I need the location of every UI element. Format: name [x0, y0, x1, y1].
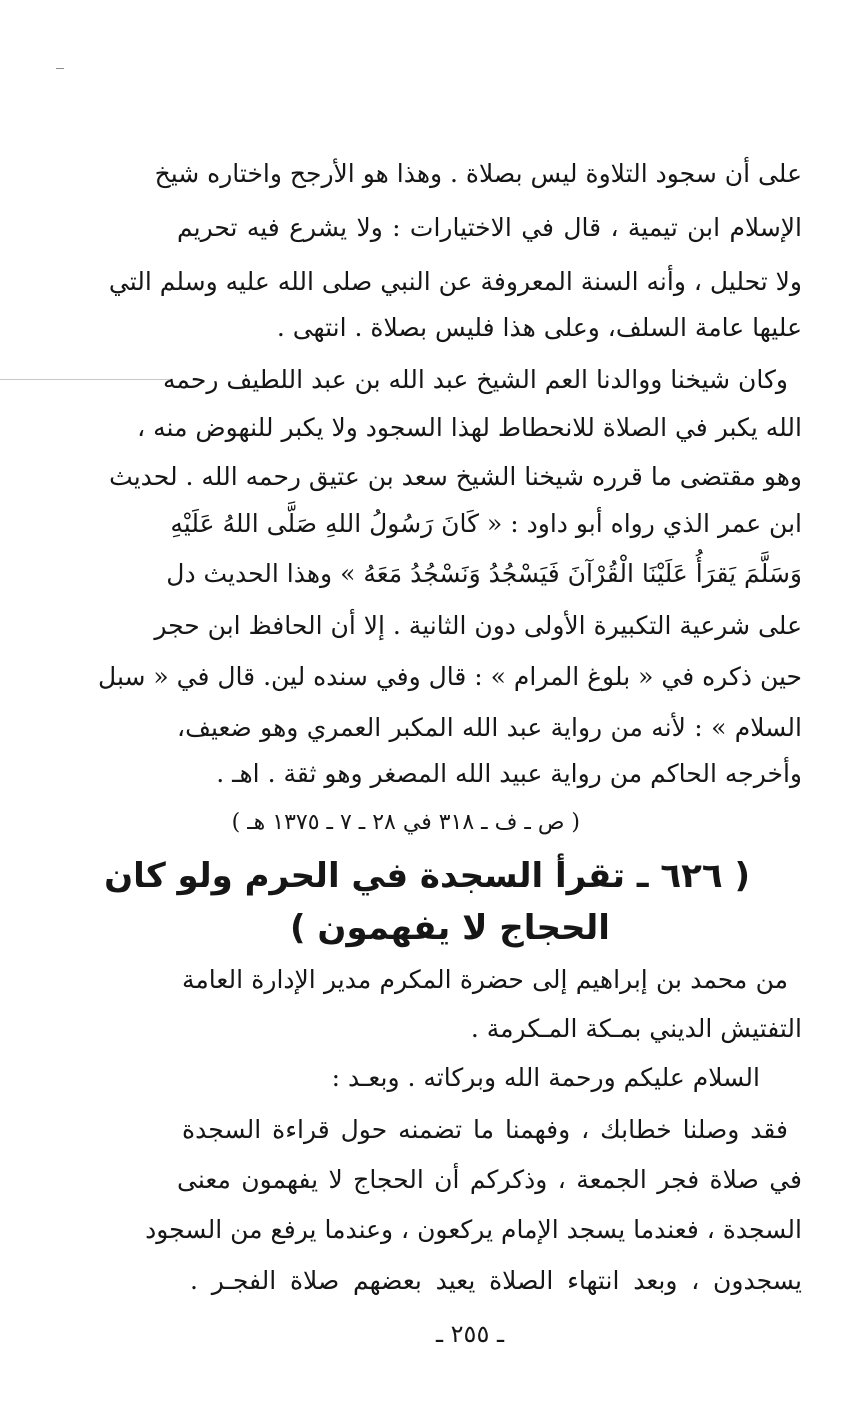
fatwa-heading: [104, 850, 750, 954]
text-line: ابن عمر الذي رواه أبو داود : « كَانَ رَسُولُ اللهِ صَلَّى اللهُ عَلَيْهِ: [170, 509, 802, 538]
source-reference: ( ص ـ ف ـ ٣١٨ في ٢٨ ـ ٧ ـ ١٣٧٥ هـ ): [231, 810, 580, 835]
text-line: وأخرجه الحاكم من رواية عبيد الله المصغر وهو ثقة . اهـ .: [216, 759, 802, 788]
page-number: ـ ٢٥٥ ـ: [435, 1320, 504, 1348]
text-line: يسجدون ، وبعد انتهاء الصلاة يعيد بعضهم صلاة الفجـر .: [190, 1266, 802, 1295]
text-line: حين ذكره في « بلوغ المرام » : قال وفي سنده لين. قال في « سبل: [98, 662, 802, 691]
text-line: السلام » : لأنه من رواية عبد الله المكبر العمري وهو ضعيف،: [177, 713, 802, 742]
text-line: على أن سجود التلاوة ليس بصلاة . وهذا هو الأرجح واختاره شيخ: [154, 159, 802, 188]
heading-line: ( ٦٢٦ ـ تقرأ السجدة في الحرم ولو كان: [104, 856, 750, 896]
greeting-line: السلام عليكم ورحمة الله وبركاته . وبعـد :: [331, 1063, 760, 1092]
text-line: وَسَلَّمَ يَقرَأُ عَلَيْنَا الْقُرْآنَ فَيَسْجُدُ وَنَسْجُدُ مَعَهُ » وهذا الحديث دل: [166, 559, 802, 588]
text-line: فقد وصلنا خطابك ، وفهمنا ما تضمنه حول قراءة السجدة: [182, 1115, 788, 1144]
scan-speck: [0, 379, 170, 380]
text-line: وهو مقتضى ما قرره شيخنا الشيخ سعد بن عتيق رحمه الله . لحديث: [109, 462, 802, 491]
text-line: على شرعية التكبيرة الأولى دون الثانية . إلا أن الحافظ ابن حجر: [154, 611, 802, 640]
address-line: التفتيش الديني بمـكة المـكرمة .: [470, 1014, 802, 1043]
address-line: من محمد بن إبراهيم إلى حضرة المكرم مدير الإدارة العامة: [182, 965, 788, 994]
text-line: في صلاة فجر الجمعة ، وذكركم أن الحجاج لا يفهمون معنى: [177, 1165, 802, 1194]
text-line: الإسلام ابن تيمية ، قال في الاختيارات : ولا يشرع فيه تحريم: [177, 213, 802, 242]
text-line: وكان شيخنا ووالدنا العم الشيخ عبد الله بن عبد اللطيف رحمه: [163, 365, 788, 394]
heading-line: الحجاج لا يفهمون ): [290, 908, 610, 948]
scan-speck: [56, 68, 64, 69]
text-line: عليها عامة السلف، وعلى هذا فليس بصلاة . انتهى .: [276, 313, 802, 342]
text-line: ولا تحليل ، وأنه السنة المعروفة عن النبي صلى الله عليه وسلم التي: [108, 267, 802, 296]
text-line: السجدة ، فعندما يسجد الإمام يركعون ، وعندما يرفع من السجود: [145, 1215, 802, 1244]
text-line: الله يكبر في الصلاة للانحطاط لهذا السجود ولا يكبر للنهوض منه ،: [137, 413, 802, 442]
